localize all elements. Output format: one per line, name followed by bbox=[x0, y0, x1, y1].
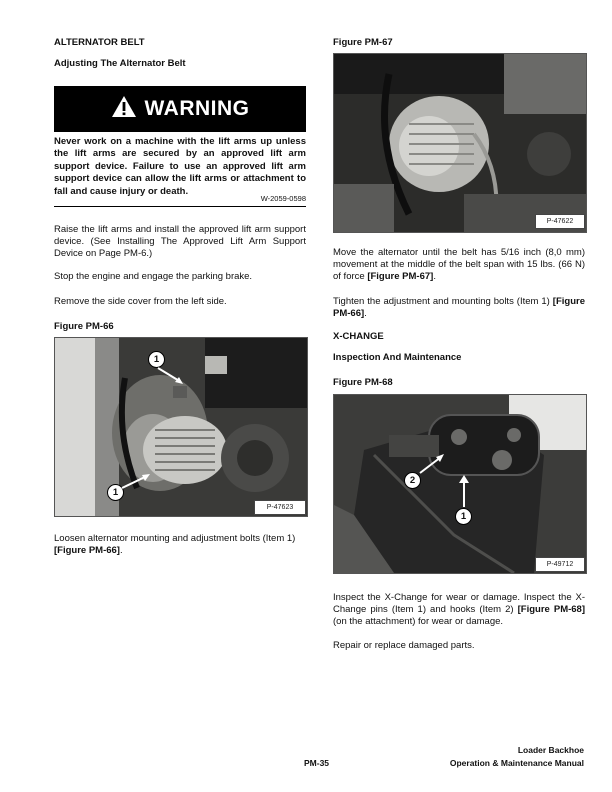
callout-arrow-bottom bbox=[120, 472, 152, 492]
callout-arrow-1 bbox=[458, 474, 470, 508]
move-figure-ref: [Figure PM-67] bbox=[367, 271, 434, 283]
figure-pm67-code: P-47622 bbox=[535, 214, 585, 229]
figure-pm66-title: Figure PM-66 bbox=[54, 321, 114, 332]
manual-name-line2: Operation & Maintenance Manual bbox=[449, 758, 584, 768]
callout-arrow-2 bbox=[418, 452, 446, 476]
figure-pm68-code: P-49712 bbox=[535, 557, 585, 572]
figure-pm66-code: P-47623 bbox=[254, 500, 306, 515]
figure-pm68-title: Figure PM-68 bbox=[333, 377, 393, 388]
callout-item-1-bottom: 1 bbox=[107, 484, 124, 501]
manual-name-line1: Loader Backhoe bbox=[517, 745, 584, 755]
warning-banner bbox=[54, 86, 306, 132]
inspect-figure-ref: [Figure PM-68] bbox=[517, 604, 586, 616]
paragraph-loosen-bolts bbox=[54, 533, 306, 557]
inspect-end: (on the attachment) for wear or damage. bbox=[333, 616, 504, 628]
tighten-end: . bbox=[364, 308, 367, 320]
tighten-figure-ref: [Figure PM-66] bbox=[333, 296, 585, 320]
callout-item-2: 2 bbox=[404, 472, 421, 489]
warning-triangle-icon bbox=[111, 95, 137, 123]
callout-arrow-top bbox=[155, 366, 185, 386]
loosen-text: Loosen alternator mounting and adjustment bolts (Item 1) bbox=[54, 533, 296, 544]
warning-text: Never work on a machine with the lift arms up unless the lift arms are secured by an approved lift arm support device. Failure to use an approved lift arm support device can allow the lift arms or attachment to fall and cause injury or death. bbox=[54, 136, 306, 197]
page-number: PM-35 bbox=[304, 758, 330, 768]
section-title-x-change: X-CHANGE bbox=[333, 331, 384, 342]
move-text: Move the alternator until the belt has 5/16 inch (8,0 mm) movement at the middle of the belt span with 15 lbs. (66 N) of force bbox=[333, 247, 585, 283]
tighten-text: Tighten the adjustment and mounting bolts (Item 1) bbox=[333, 296, 550, 307]
figure-pm67-title: Figure PM-67 bbox=[333, 37, 393, 48]
paragraph-move-alternator bbox=[333, 247, 585, 284]
callout-item-1-top: 1 bbox=[148, 351, 165, 368]
paragraph-stop-engine: Stop the engine and engage the parking brake. bbox=[54, 271, 253, 282]
warning-code: W-2059-0598 bbox=[260, 194, 306, 203]
loosen-figure-ref: [Figure PM-66] bbox=[54, 545, 120, 557]
figure-pm66-photo bbox=[54, 337, 308, 517]
paragraph-raise-lift-arms: Raise the lift arms and install the approved lift arm support device. (See Installing The Approved Lift Arm Support Device on Page PM-6.) bbox=[54, 224, 306, 260]
move-end: . bbox=[433, 271, 436, 283]
subsection-title-adjusting: Adjusting The Alternator Belt bbox=[54, 58, 186, 69]
paragraph-tighten-bolts bbox=[333, 296, 585, 320]
inspect-text: Inspect the X-Change for wear or damage. Inspect the X-Change pins (Item 1) and hooks (Item 2) bbox=[333, 592, 585, 616]
subsection-title-inspection: Inspection And Maintenance bbox=[333, 352, 462, 363]
figure-pm67-photo bbox=[333, 53, 587, 233]
paragraph-remove-cover: Remove the side cover from the left side. bbox=[54, 296, 227, 307]
loosen-end: . bbox=[119, 545, 123, 557]
section-title-alternator-belt: ALTERNATOR BELT bbox=[54, 37, 145, 48]
warning-title: WARNING bbox=[144, 97, 250, 120]
callout-item-1: 1 bbox=[455, 508, 472, 525]
paragraph-repair-replace: Repair or replace damaged parts. bbox=[333, 640, 475, 651]
paragraph-inspect-x-change bbox=[333, 592, 585, 629]
